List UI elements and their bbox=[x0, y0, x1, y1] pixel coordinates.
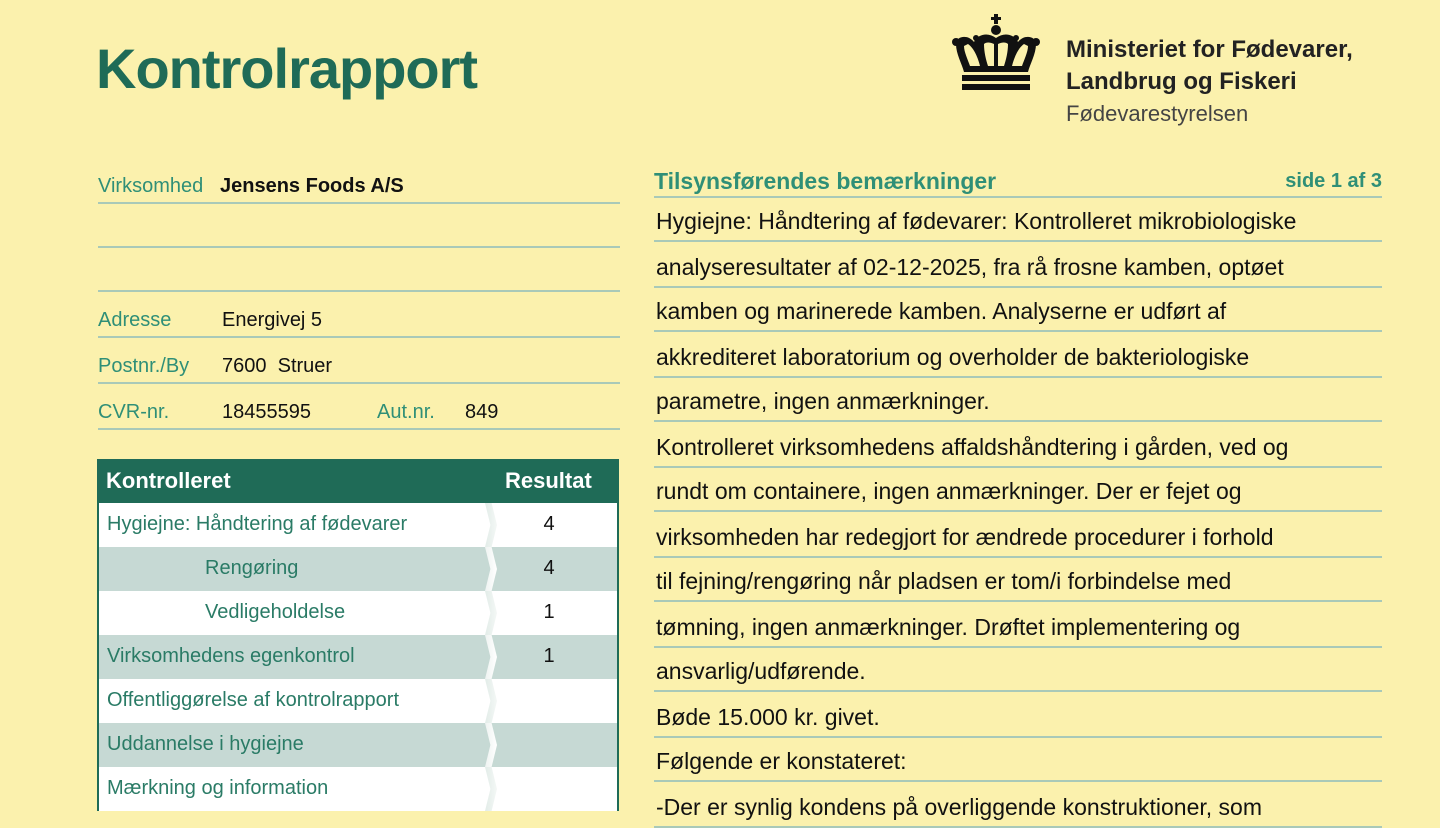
row-label: Rengøring bbox=[205, 557, 299, 579]
remark-line bbox=[654, 242, 1382, 288]
remark-text: parametre, ingen anmærkninger. bbox=[656, 388, 990, 414]
remark-line bbox=[654, 692, 1382, 738]
remark-text: kamben og marinerede kamben. Analyserne er udført af bbox=[656, 298, 1227, 324]
remark-line bbox=[654, 558, 1382, 602]
company-name: Jensens Foods A/S bbox=[220, 175, 404, 197]
column-header-resultat: Resultat bbox=[505, 468, 592, 493]
remark-text: rundt om containere, ingen anmærkninger. Der er fejet og bbox=[656, 478, 1242, 504]
address-row bbox=[98, 292, 620, 338]
remark-text: Kontrolleret virksomhedens affaldshåndtering i gården, ved og bbox=[656, 434, 1289, 460]
table-row bbox=[97, 723, 619, 767]
royal-crown-logo bbox=[950, 14, 1042, 96]
postcode-row bbox=[98, 338, 620, 384]
company-row bbox=[98, 160, 620, 204]
remark-text: -Der er synlig kondens på overliggende konstruktioner, som bbox=[656, 794, 1262, 820]
row-result: 1 bbox=[543, 645, 555, 667]
table-row bbox=[97, 503, 619, 547]
aut-value: 849 bbox=[465, 401, 499, 423]
table-row bbox=[97, 547, 619, 591]
row-label: Hygiejne: Håndtering af fødevarer bbox=[107, 513, 408, 535]
aut-label: Aut.nr. bbox=[377, 401, 435, 423]
table-row bbox=[97, 679, 619, 723]
remark-line bbox=[654, 602, 1382, 648]
remark-line bbox=[654, 378, 1382, 422]
remark-text: Bøde 15.000 kr. givet. bbox=[656, 704, 880, 730]
cvr-row bbox=[98, 384, 620, 430]
remark-text: analyseresultater af 02-12-2025, fra rå frosne kamben, optøet bbox=[656, 254, 1284, 280]
remark-line bbox=[654, 198, 1382, 242]
ministry-name bbox=[1066, 34, 1353, 130]
row-arrow-divider bbox=[485, 635, 497, 679]
postcode-value: 7600 Struer bbox=[222, 355, 333, 377]
row-arrow-divider bbox=[485, 723, 497, 767]
remarks-header bbox=[654, 166, 1382, 198]
address-value: Energivej 5 bbox=[222, 309, 323, 331]
table-row bbox=[97, 635, 619, 679]
row-arrow-divider bbox=[485, 679, 497, 723]
remark-text: ansvarlig/udførende. bbox=[656, 658, 866, 684]
remark-text: tømning, ingen anmærkninger. Drøftet implementering og bbox=[656, 614, 1241, 640]
table-header bbox=[97, 459, 619, 503]
row-label: Uddannelse i hygiejne bbox=[107, 733, 304, 755]
table-row bbox=[97, 767, 619, 811]
row-arrow-divider bbox=[485, 503, 497, 547]
remark-line bbox=[654, 422, 1382, 468]
remarks-body bbox=[654, 198, 1382, 828]
cvr-value: 18455595 bbox=[222, 401, 311, 423]
remark-line bbox=[654, 468, 1382, 512]
postcode-label: Postnr./By bbox=[98, 355, 190, 377]
column-header-kontrolleret: Kontrolleret bbox=[106, 468, 231, 493]
row-label: Vedligeholdelse bbox=[205, 601, 346, 623]
remark-text: virksomheden har redegjort for ændrede procedurer i forhold bbox=[656, 524, 1274, 550]
address-label: Adresse bbox=[98, 309, 172, 331]
remark-text: Hygiejne: Håndtering af fødevarer: Kontrolleret mikrobiologiske bbox=[656, 208, 1297, 234]
remark-line bbox=[654, 782, 1382, 828]
row-result: 4 bbox=[543, 513, 555, 535]
cvr-label: CVR-nr. bbox=[98, 401, 170, 423]
row-arrow-divider bbox=[485, 767, 497, 811]
row-label: Mærkning og information bbox=[107, 777, 329, 799]
remark-line bbox=[654, 332, 1382, 378]
ministry-line-1: Ministeriet for Fødevarer, bbox=[1066, 36, 1353, 63]
page-indicator: side 1 af 3 bbox=[1285, 170, 1382, 192]
remark-text: Følgende er konstateret: bbox=[656, 748, 907, 774]
agency-name: Fødevarestyrelsen bbox=[1066, 101, 1249, 126]
remark-line bbox=[654, 738, 1382, 782]
blank-row bbox=[98, 204, 620, 248]
row-label: Virksomhedens egenkontrol bbox=[107, 645, 355, 667]
row-result: 4 bbox=[543, 557, 555, 579]
remark-line bbox=[654, 288, 1382, 332]
remark-line bbox=[654, 512, 1382, 558]
ministry-line-2: Landbrug og Fiskeri bbox=[1066, 68, 1297, 95]
row-label: Offentliggørelse af kontrolrapport bbox=[107, 689, 400, 711]
table-row bbox=[97, 591, 619, 635]
blank-row bbox=[98, 248, 620, 292]
company-info bbox=[98, 160, 620, 430]
remark-text: akkrediteret laboratorium og overholder de bakteriologiske bbox=[656, 344, 1250, 370]
remark-line bbox=[654, 648, 1382, 692]
row-arrow-divider bbox=[485, 547, 497, 591]
remark-text: til fejning/rengøring når pladsen er tom/i forbindelse med bbox=[656, 568, 1232, 594]
row-arrow-divider bbox=[485, 591, 497, 635]
report-title: Kontrolrapport bbox=[96, 37, 478, 100]
row-result: 1 bbox=[543, 601, 555, 623]
control-table bbox=[97, 459, 619, 811]
remarks-heading: Tilsynsførendes bemærkninger bbox=[654, 168, 997, 194]
company-label: Virksomhed bbox=[98, 175, 204, 197]
